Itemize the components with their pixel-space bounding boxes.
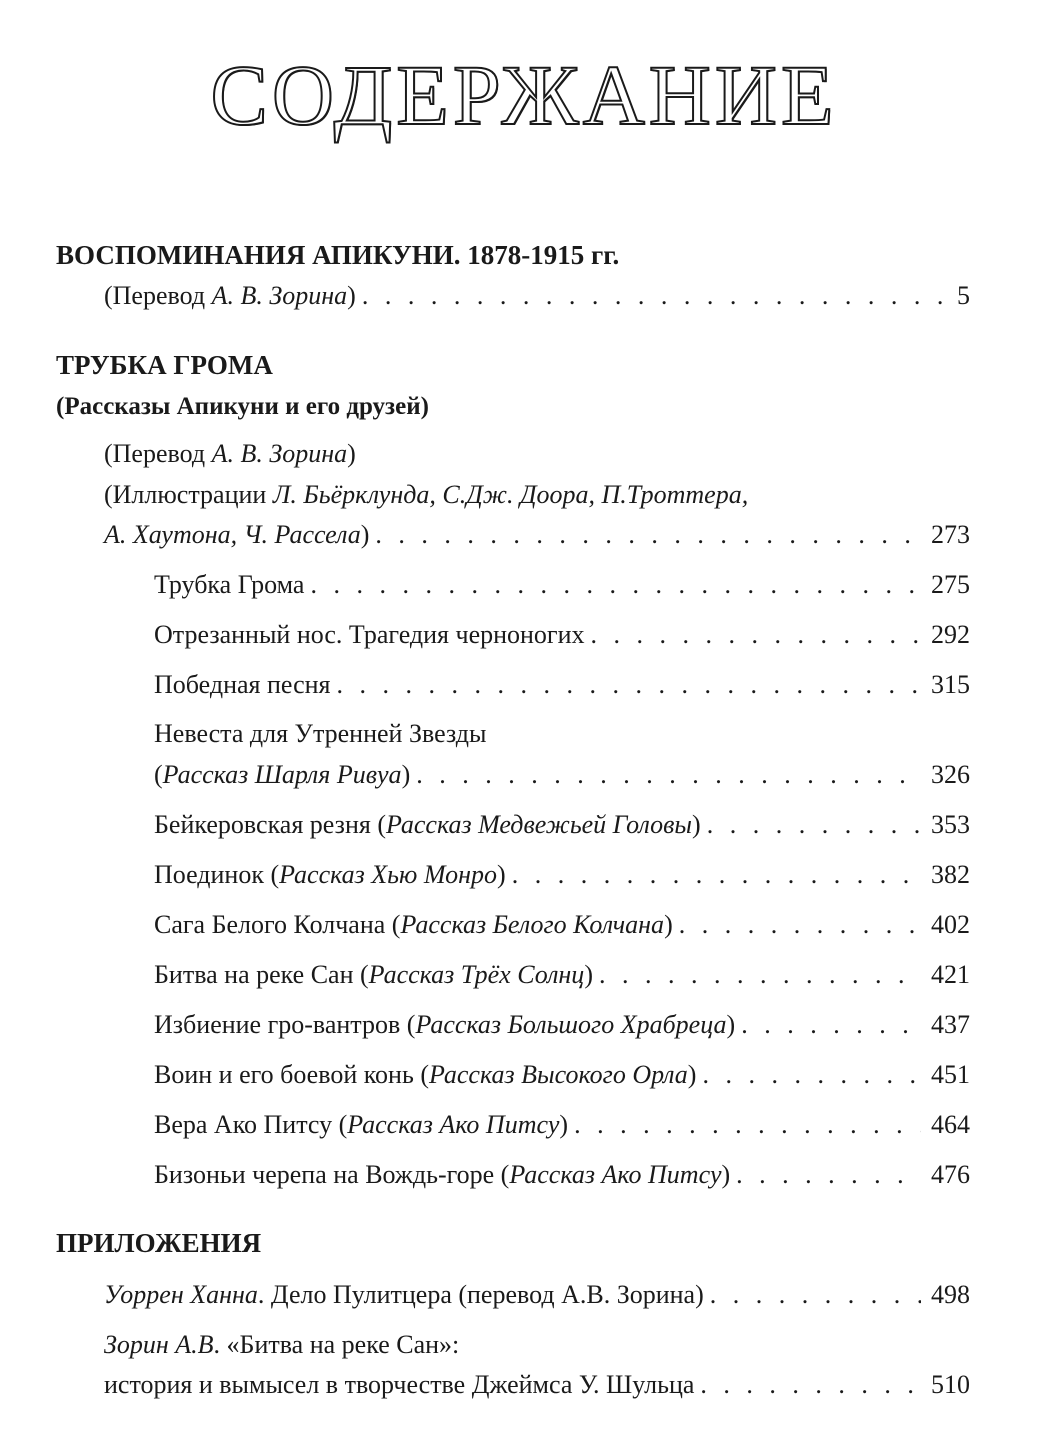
- dot-leader: [574, 1112, 921, 1138]
- dot-leader: [741, 1012, 921, 1038]
- toc-entry-illustrations[interactable]: [104, 522, 970, 548]
- toc-entry-story[interactable]: [154, 862, 970, 888]
- story-title: Поединок (Рассказ Хью Монро): [154, 860, 506, 889]
- page-number: 326: [931, 760, 970, 789]
- page-number: 292: [931, 620, 970, 649]
- page-number: 498: [931, 1280, 970, 1309]
- toc-entry-story[interactable]: [154, 1012, 970, 1038]
- story-title: Победная песня: [154, 670, 331, 699]
- story-title: Отрезанный нос. Трагедия черноногих: [154, 620, 585, 649]
- story-title: Трубка Грома: [154, 570, 305, 599]
- story-title: Воин и его боевой конь (Рассказ Высокого Орла): [154, 1060, 697, 1089]
- toc-entry-appendix[interactable]: [104, 1372, 970, 1398]
- page-number: 476: [931, 1160, 970, 1189]
- dot-leader: [707, 812, 921, 838]
- dot-leader: [700, 1372, 921, 1398]
- appendix-title: Уоррен Ханна. Дело Пулитцера (перевод А.В. Зорина): [104, 1280, 704, 1309]
- dot-leader: [310, 572, 921, 598]
- page-number: 382: [931, 860, 970, 889]
- toc-entry-appendix[interactable]: [104, 1282, 970, 1308]
- story-narrator: (Рассказ Шарля Ривуа): [154, 760, 411, 789]
- story-title: Избиение гро-вантров (Рассказ Большого Храбреца): [154, 1010, 736, 1039]
- section-heading-appendix: ПРИЛОЖЕНИЯ: [56, 1228, 262, 1258]
- toc-entry-story[interactable]: [154, 1162, 970, 1188]
- toc-entry-story[interactable]: [154, 912, 970, 938]
- toc-entry-story[interactable]: [154, 572, 970, 598]
- appendix-title: история и вымысел в творчестве Джеймса У. Шульца: [104, 1370, 695, 1399]
- dot-leader: [599, 962, 921, 988]
- dot-leader: [591, 622, 921, 648]
- illustrations-credit: (Иллюстрации Л. Бьёрклунда, С.Дж. Доора, П.Троттера,: [104, 480, 749, 509]
- section-heading-memoirs: ВОСПОМИНАНИЯ АПИКУНИ. 1878-1915 гг.: [56, 240, 620, 270]
- toc-entry-text: А. Хаутона, Ч. Рассела): [104, 520, 370, 549]
- toc-entry-story[interactable]: [154, 762, 970, 788]
- page-title: СОДЕРЖАНИЕ: [210, 47, 838, 143]
- toc-entry-memoirs[interactable]: [104, 283, 970, 309]
- dot-leader: [362, 283, 947, 309]
- dot-leader: [512, 862, 921, 888]
- page-number: 437: [931, 1010, 970, 1039]
- page-number: 275: [931, 570, 970, 599]
- toc-entry-story[interactable]: [154, 622, 970, 648]
- dot-leader: [679, 912, 921, 938]
- page-number: 5: [957, 281, 970, 310]
- section-heading-pipe: ТРУБКА ГРОМА: [56, 350, 273, 380]
- page-number: 464: [931, 1110, 970, 1139]
- toc-entry-text: (Перевод А. В. Зорина): [104, 281, 356, 310]
- page-number: 421: [931, 960, 970, 989]
- dot-leader: [337, 672, 921, 698]
- page-number: 451: [931, 1060, 970, 1089]
- translation-credit: (Перевод А. В. Зорина): [104, 439, 356, 468]
- story-title: Вера Ако Питсу (Рассказ Ако Питсу): [154, 1110, 569, 1139]
- dot-leader: [702, 1062, 921, 1088]
- page-number: 273: [931, 520, 970, 549]
- story-title: Бейкеровская резня (Рассказ Медвежьей Головы): [154, 810, 701, 839]
- toc-entry-story[interactable]: [154, 672, 970, 698]
- dot-leader: [736, 1162, 921, 1188]
- dot-leader: [375, 522, 921, 548]
- toc-entry-story[interactable]: [154, 1112, 970, 1138]
- page-number: 353: [931, 810, 970, 839]
- dot-leader: [710, 1282, 921, 1308]
- section-subheading-pipe: (Рассказы Апикуни и его друзей): [56, 393, 429, 420]
- appendix-title: Зорин А.В. «Битва на реке Сан»:: [104, 1330, 460, 1359]
- toc-entry-story[interactable]: [154, 812, 970, 838]
- page-number: 402: [931, 910, 970, 939]
- story-title: Сага Белого Колчана (Рассказ Белого Колчана): [154, 910, 673, 939]
- page-number: 315: [931, 670, 970, 699]
- story-title: Бизоньи черепа на Вождь-горе (Рассказ Ако Питсу): [154, 1160, 731, 1189]
- story-title: Невеста для Утренней Звезды: [154, 719, 487, 748]
- toc-entry-story[interactable]: [154, 1062, 970, 1088]
- dot-leader: [416, 762, 921, 788]
- page-number: 510: [931, 1370, 970, 1399]
- story-title: Битва на реке Сан (Рассказ Трёх Солнц): [154, 960, 593, 989]
- toc-entry-story[interactable]: [154, 962, 970, 988]
